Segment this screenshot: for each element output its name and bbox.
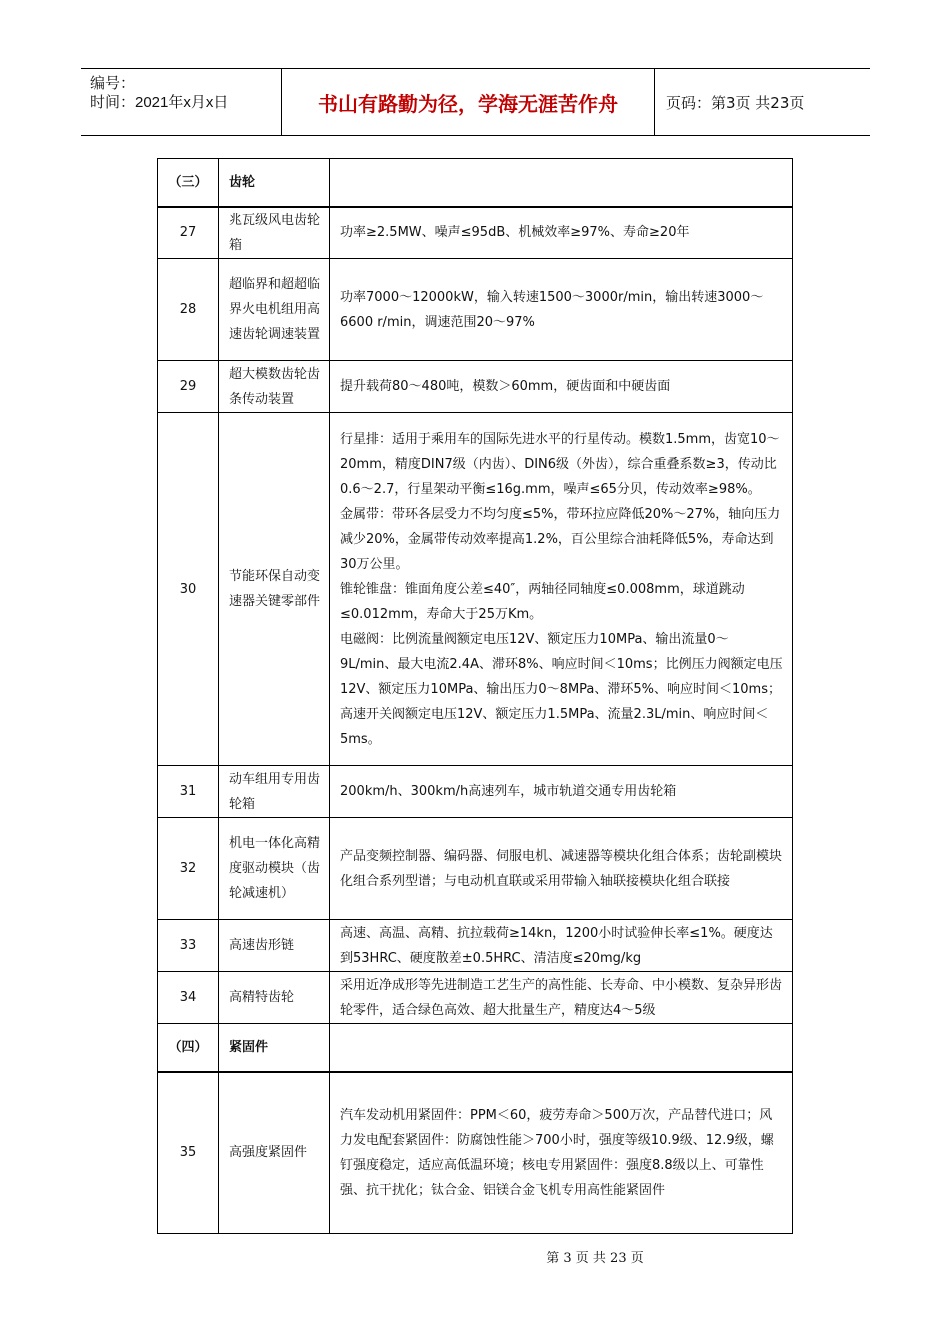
row-description <box>330 1072 793 1234</box>
row-description <box>330 972 793 1024</box>
description-paragraph: 锥轮锥盘：锥面角度公差≤40″，两轴径同轴度≤0.008mm，球道跳动≤0.012mm，寿命大于25万Km。 <box>340 581 745 622</box>
row-name: 高强度紧固件 <box>219 1072 330 1234</box>
table-row <box>158 818 793 920</box>
description-paragraph: 提升载荷80～480吨，模数＞60mm，硬齿面和中硬齿面 <box>340 379 671 394</box>
description-paragraph: 200km/h、300km/h高速列车，城市轨道交通专用齿轮箱 <box>340 784 677 799</box>
row-description <box>330 818 793 920</box>
row-number: （三） <box>158 159 219 207</box>
row-description <box>330 361 793 413</box>
row-number: 30 <box>158 413 219 766</box>
page-header <box>81 68 870 136</box>
header-motto: 书山有路勤为径，学海无涯苦作舟 <box>282 69 655 135</box>
page-footer: 第 3 页 共 23 页 <box>546 1251 644 1266</box>
row-name: 高速齿形链 <box>219 920 330 972</box>
row-number: 31 <box>158 766 219 818</box>
serial-label: 编号： <box>90 75 136 92</box>
row-description <box>330 920 793 972</box>
description-paragraph: 汽车发动机用紧固件：PPM＜60，疲劳寿命＞500万次，产品替代进口；风力发电配套紧固件：防腐蚀性能＞700小时，强度等级10.9级、12.9级，螺钉强度稳定，适应高低温环境；核电专用紧固件：强度8.8级以上、可靠性强、抗干扰化；钛合金、铝镁合金飞机专用高性能紧固件 <box>340 1107 774 1198</box>
header-meta <box>81 69 282 135</box>
row-number: 33 <box>158 920 219 972</box>
table-row <box>158 207 793 259</box>
row-number: （四） <box>158 1024 219 1072</box>
row-name: 超临界和超超临界火电机组用高速齿轮调速装置 <box>219 259 330 361</box>
row-number: 32 <box>158 818 219 920</box>
spec-table <box>157 158 793 1234</box>
table-row <box>158 766 793 818</box>
row-number: 34 <box>158 972 219 1024</box>
description-paragraph: 产品变频控制器、编码器、伺服电机、减速器等模块化组合体系；齿轮副模块化组合系列型谱；与电动机直联或采用带输入轴联接模块化组合联接 <box>340 848 783 889</box>
table-row <box>158 1072 793 1234</box>
row-name: 超大模数齿轮齿条传动装置 <box>219 361 330 413</box>
row-number: 29 <box>158 361 219 413</box>
row-description <box>330 259 793 361</box>
row-name: 紧固件 <box>219 1024 330 1072</box>
description-paragraph: 功率≥2.5MW、噪声≤95dB、机械效率≥97%、寿命≥20年 <box>340 225 690 241</box>
table-row <box>158 972 793 1024</box>
description-paragraph: 电磁阀：比例流量阀额定电压12V、额定压力10MPa、输出流量0～9L/min、最大电流2.4A、滞环8%、响应时间＜10ms；比例压力阀额定电压12V、额定压力10MPa、输出压力0～8MPa、滞环5%、响应时间＜10ms；高速开关阀额定电压12V、额定压力1.5MPa、流量2.3L/min、响应时间＜5ms。 <box>340 631 783 747</box>
table-row <box>158 361 793 413</box>
table-row <box>158 259 793 361</box>
description-paragraph: 高速、高温、高精、抗拉载荷≥14kn，1200小时试验伸长率≤1%。硬度达到53HRC、硬度散差±0.5HRC、清洁度≤20mg/kg <box>340 925 773 966</box>
description-paragraph: 采用近净成形等先进制造工艺生产的高性能、长寿命、中小模数、复杂异形齿轮零件，适合绿色高效、超大批量生产，精度达4～5级 <box>340 977 783 1018</box>
description-paragraph: 行星排：适用于乘用车的国际先进水平的行星传动。模数1.5mm，齿宽10～20mm，精度DIN7级（内齿）、DIN6级（外齿），综合重叠系数≥3，传动比0.6～2.7，行星架动平衡≤16g.mm，噪声≤65分贝，传动效率≥98%。 <box>340 431 780 497</box>
header-page-info: 页码：第3页 共23页 <box>666 93 805 112</box>
row-description <box>330 413 793 766</box>
row-number: 35 <box>158 1072 219 1234</box>
section-row <box>158 1024 793 1072</box>
row-description <box>330 1024 793 1072</box>
row-description <box>330 207 793 259</box>
row-name: 机电一体化高精度驱动模块（齿轮减速机） <box>219 818 330 920</box>
table-row <box>158 920 793 972</box>
row-name: 动车组用专用齿轮箱 <box>219 766 330 818</box>
row-name: 齿轮 <box>219 159 330 207</box>
description-paragraph: 功率7000～12000kW，输入转速1500～3000r/min，输出转速3000～6600 r/min，调速范围20～97% <box>340 289 764 330</box>
row-name: 兆瓦级风电齿轮箱 <box>219 207 330 259</box>
description-paragraph: 金属带：带环各层受力不均匀度≤5%，带环拉应降低20%～27%，轴向压力减少20%，金属带传动效率提高1.2%，百公里综合油耗降低5%，寿命达到30万公里。 <box>340 506 781 572</box>
section-row <box>158 159 793 207</box>
table-row <box>158 413 793 766</box>
row-number: 28 <box>158 259 219 361</box>
row-number: 27 <box>158 207 219 259</box>
row-name: 高精特齿轮 <box>219 972 330 1024</box>
date-label: 时间：2021年x月x日 <box>90 94 229 111</box>
row-description <box>330 159 793 207</box>
row-name: 节能环保自动变速器关键零部件 <box>219 413 330 766</box>
row-description <box>330 766 793 818</box>
